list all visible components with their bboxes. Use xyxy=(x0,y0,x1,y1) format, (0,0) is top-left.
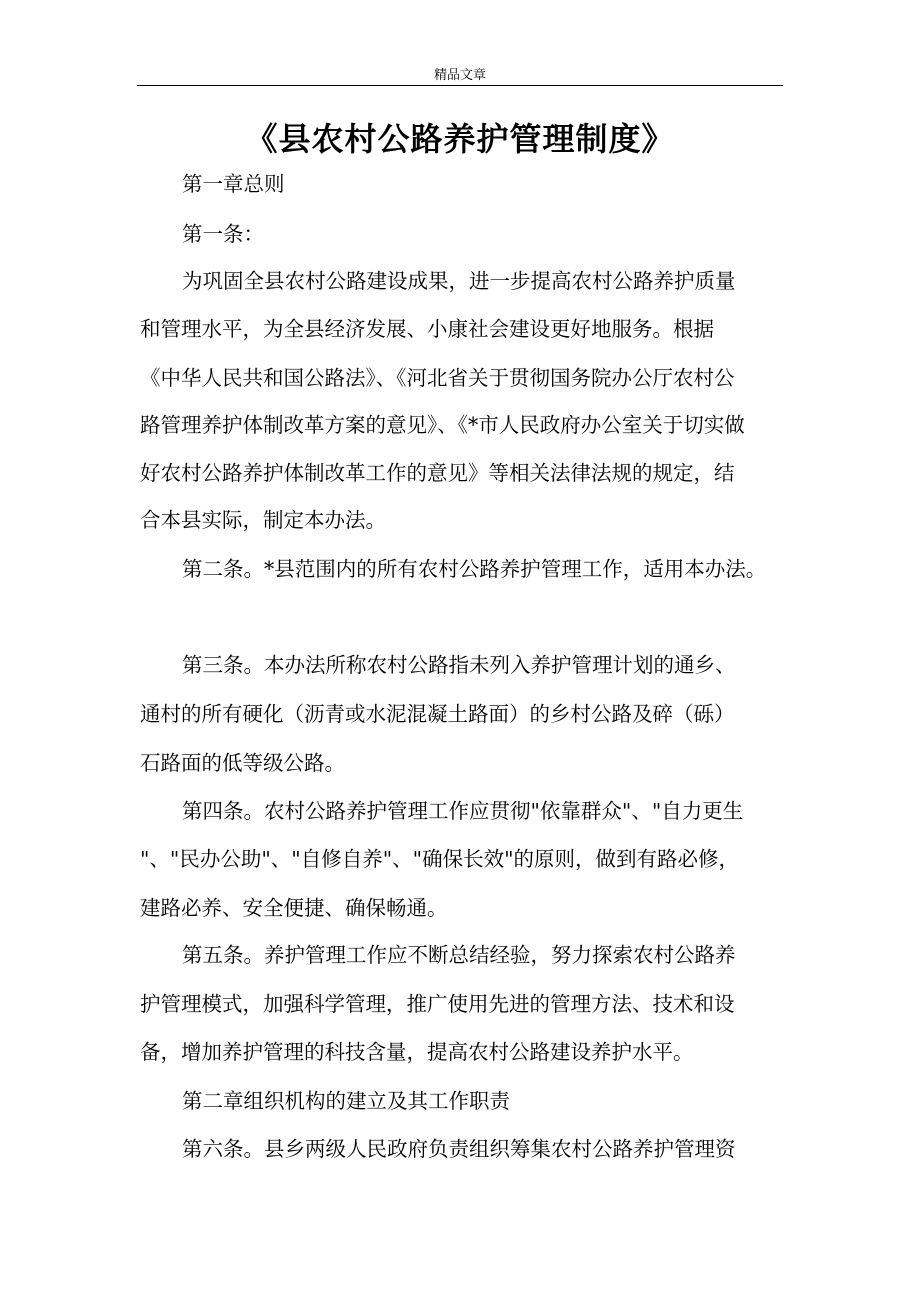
paragraph-line: 建路必养、安全便捷、确保畅通。 xyxy=(140,896,448,920)
paragraph-line: 备，增加养护管理的科技含量，提高农村公路建设养护水平。 xyxy=(140,1040,694,1064)
paragraph-line: 第六条。县乡两级人民政府负责组织筹集农村公路养护管理资 xyxy=(182,1137,736,1161)
header-rule xyxy=(137,85,783,86)
paragraph-line: 《中华人民共和国公路法》、《河北省关于贯彻国务院办公厅农村公 xyxy=(140,366,735,390)
paragraph-line: 第三条。本办法所称农村公路指未列入养护管理计划的通乡、 xyxy=(182,653,736,677)
paragraph-line: 好农村公路养护体制改革工作的意见》等相关法律法规的规定，结 xyxy=(140,461,735,485)
paragraph-line: 石路面的低等级公路。 xyxy=(140,751,345,775)
paragraph-line: 和管理水平，为全县经济发展、小康社会建设更好地服务。根据 xyxy=(140,317,714,341)
paragraph-line: 第二条。*县范围内的所有农村公路养护管理工作，适用本办法。 xyxy=(182,557,767,581)
paragraph-line: 护管理模式，加强科学管理，推广使用先进的管理方法、技术和设 xyxy=(140,992,735,1016)
chapter-heading: 第二章组织机构的建立及其工作职责 xyxy=(182,1089,510,1113)
paragraph-line: 通村的所有硬化（沥青或水泥混凝土路面）的乡村公路及碎（砾） xyxy=(140,702,735,726)
paragraph-line: 路管理养护体制改革方案的意见》、《*市人民政府办公室关于切实做 xyxy=(140,413,745,437)
paragraph-line: 第五条。养护管理工作应不断总结经验，努力探索农村公路养 xyxy=(182,943,736,967)
paragraph-line: 第四条。农村公路养护管理工作应贯彻"依靠群众"、"自力更生 xyxy=(182,799,744,823)
paragraph-line: 合本县实际，制定本办法。 xyxy=(140,508,386,532)
page-header: 精品文章 xyxy=(433,68,486,83)
document-title: 《县农村公路养护管理制度》 xyxy=(245,120,675,158)
article-heading: 第一条： xyxy=(182,222,264,246)
paragraph-line: 为巩固全县农村公路建设成果，进一步提高农村公路养护质量 xyxy=(182,269,736,293)
chapter-heading: 第一章总则 xyxy=(182,172,285,196)
paragraph-line: "、"民办公助"、"自修自养"、"确保长效"的原则，做到有路必修， xyxy=(140,847,740,871)
